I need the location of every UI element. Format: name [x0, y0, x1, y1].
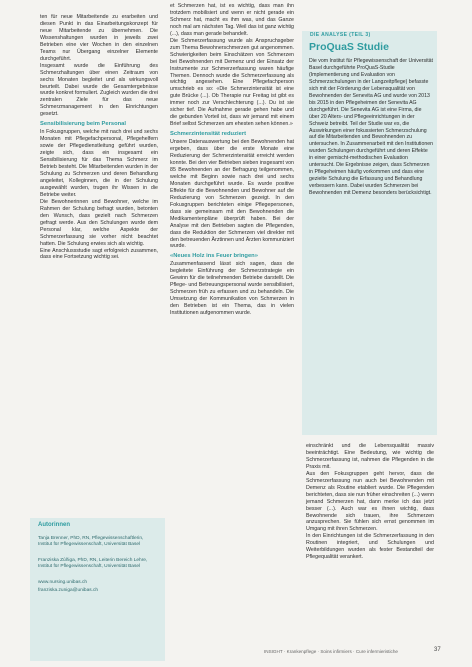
page-number: 37 — [434, 647, 441, 653]
section-heading: «Neues Holz ins Feuer bringen» — [170, 253, 258, 260]
paragraph: Die Bewohnerinnen und Bewohner, welche im Rahmen der Schulung befragt wurden, betonten den Wunsch, dass gezielt nach Schmerzen gefragt werde. Aus den Schulungen wurde dem Personal klar, welche Aspekte der Schmerzerfassung sie vorher nicht beachtet hatten. Die Schulung erwies sich als wichtig. — [40, 198, 158, 247]
paragraph: Unsere Datenauswertung bei den Bewohnenden hat ergeben, dass über die erste Monate eine Reduzierung der Schmerzintensität erreicht werden konnte. Bei den vier Betrieben sieben insgesamt von 85 Bewohnenden an der Befragung teilgenommen, welche mit Beginn sowie nach drei und sechs Monaten durchgeführt wurde. Es wurde positive Effekte für die Bewohnenden und Bewohner auf die Reduzierung von Schmerzen gezeigt. In den Fokusgruppen berichteten einige Pflegepersonen, dass sie gemeinsam mit den Bewohnenden die Medikamentenpläne überprüft haben. Bei der Analyse mit den Betrieben sagten die Pflegenden, dass die Reduktion der Schmerzen viel direkter mit den betreuenden Ärztinnen und Ärzten kommuniziert wurde. — [170, 139, 294, 250]
section-heading: Sensibilisierung beim Personal — [40, 121, 127, 128]
paragraph: einschränkt und die Lebensqualität massiv beeinträchtigt. Eine Bedeutung, wie wichtig die Schmerzerfassung ist, nahmen die Pflegenden in die Praxis mit. — [306, 443, 434, 470]
page-footer: INSIGHT · Krankenpflege · Soins infirmiers · Cure infermieristiche — [264, 649, 398, 654]
paragraph: Aus den Fokusgruppen geht hervor, dass die Schmerzerfassung nun auch bei Bewohnenden mit Demenz als Routine etabliert wurde. Die Pflegenden berichteten, dass sie nun früher einschreiten (...) wenn jemand Schmerzen hat, dann merke ich das jetzt besser (...). Auch war es ihnen wichtig, dass Bewohnende sich trauen, ihre Schmerzen anzusprechen. Sie fühlen sich ernst genommen im Umgang mit ihren Schmerzen. — [306, 470, 434, 533]
column-3-bottom — [306, 443, 434, 561]
info-box-title: ProQuaS Studie — [309, 41, 389, 53]
info-box-label: DIE ANALYSE (TEIL 3) — [310, 32, 371, 38]
paragraph: In den Einrichtungen ist die Schmerzerfassung in den Routinen integriert, und Schulungen und Weiterbildungen wurden als fester Bestandteil der Pflegequalität verankert. — [306, 533, 434, 561]
paragraph: Zusammenfassend lässt sich sagen, dass die begleitete Einführung der Schmerzstrategie ein Gewinn für die teilnehmenden Betriebe darstellt. Die Pflege- und Betreuungspersonal wurde sensibilisiert, Schmerzen früh zu erfassen und zu behandeln. Die Umsetzung der Kommunikation von Schmerzen in den Betrieben ist ein Thema, das in vielen Institutionen aufgenommen wurde. — [170, 261, 294, 317]
info-box-text: Die vom Institut für Pflegewissenschaft der Universität Basel durchgeführte ProQuaS-Studie (Implementierung und Evaluation von Schmerzschulungen in der Langzeitpflege) befasste sich mit der Förderung der Lebensqualität von Bewohnenden der Senevita AG und wurde von 2013 bis 2015 in den Pflegeheimen der Senevita AG durchgeführt. Die Senevita AG ist eine Firma, die über 20 Alters- und Pflegeeinrichtungen in der Schweiz betreibt. Teil der Studie war es, die Auswirkungen einer fokussierten Schmerzschulung auf die Mitarbeitenden und Bewohnenden zu untersuchen. In Zusammenarbeit mit den Institutionen wurden Schulungen durchgeführt und deren Effekte in einer gemischt-methodischen Evaluation untersucht. Die Ergebnisse zeigen, dass Schmerzen in Pflegeheimen häufig vorkommen und dass eine gezielte Schulung die Erfassung und Behandlung verbessern kann. Dabei wurden Schmerzen bei Bewohnenden mit Demenz besonders berücksichtigt. — [309, 58, 433, 197]
paragraph: Eine Anschlussstudie sagt erfolgreich zusammen, dass eine Fortsetzung wichtig sei. — [40, 247, 158, 261]
author-entry: Tanja Brenner, PhD, RN, Pflegewissenschaftlerin, Institut für Pflegewissenschaft, Universität Basel — [38, 536, 144, 548]
authors-box — [30, 518, 165, 661]
paragraph: et Schmerzen hat, ist es wichtig, dass man ihn trotzdem mobilisiert und wenn er nicht gerade ein Schmerz hat, macht es ihm was, und das Ganze noch mal am nächsten Tag. Weil das ist ganz wichtig (...), dass man gerade behandelt. — [170, 3, 294, 37]
author-entry: Franziska Zúñiga, PhD, RN, Leiterin Bereich Lehre, Institut für Pflegewissenschaft, Universität Basel — [38, 558, 148, 570]
column-2 — [170, 3, 294, 317]
paragraph: Die Schmerzerfassung wurde als Anspruchsgeber zum Thema Bewohnerschmerzen gut angenommen. Schwierigkeiten beim Einschätzen von Schmerzen bei Bewohnenden mit Demenz und der Einsatz der Instrumente zur Schmerzerfassung waren häufige Themen. Dennoch wurde die Schmerzerfassung als wichtig angesehen. Eine Pflegefachperson umschrieb es so: «Die Schmerzintensität ist eine gute Brücke (...). Ob Therapie nur Freitag ist gibt es immer noch zur Verschlechterung (...). Du ist sie sicher tief. Die Aufnahme gerade gehen habe und die gebunden Vorteil ist, dass wir jemand mit einem Brief selbst Schmerzen am ehesten sehen können.» — [170, 37, 294, 128]
section-heading: Schmerzintensität reduziert — [170, 131, 247, 138]
column-1 — [40, 14, 158, 261]
paragraph: ten für neue Mitarbeitende zu erarbeiten und diesen Punkt in das Einarbeitungskonzept für neue Mitarbeitende zu übernehmen. Die Wissenshaltungen wurden in jeweils zwei Betrieben eine vier Wochen in den einzelnen Teams nur Übergang einzelner Elemente durchgeführt. — [40, 14, 158, 62]
paragraph: In Fokusgruppen, welche mit nach drei und sechs Monaten mit Pflegefachpersonal, Pflegehelfern sowie der Pflegedienstleitung geführt wurden, zeigte sich, dass ein insgesamt ein Sensibilisierung für das Thema Schmerz im Betrieb besteht. Die Mitarbeitenden wurden in der Schulung zu Schmerzen und deren Behandlung angeleitet, Kolleginnen, die in der Schulung ausgewählt wurden, trugen ihr Wissen in die Betriebe weiter. — [40, 129, 158, 198]
authors-title: Autorinnen — [38, 522, 70, 528]
paragraph: Insgesamt wurde die Einführung des Schmerzhaltungen über einen Zeitraum von sechs Monaten begleitet und als wirkungsvoll beurteilt. Dabei wurde die Gesamtergebnisse wurde konkret formuliert. Zugleich wurden die drei zentralen Ziele für das neue Schmerzmanagement in den Einrichtungen gesetzt. — [40, 62, 158, 118]
author-link[interactable]: www.nursing.unibas.ch — [38, 580, 88, 585]
author-email[interactable]: franziska.zuniga@unibas.ch — [38, 588, 99, 593]
